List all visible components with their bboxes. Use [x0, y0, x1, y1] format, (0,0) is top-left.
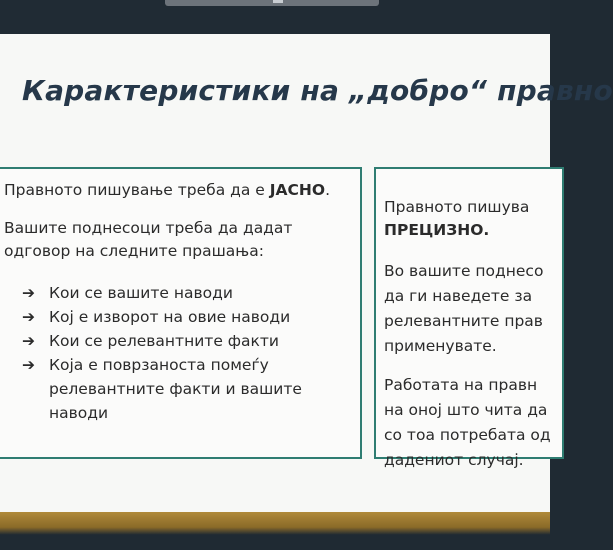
work-para-line3: со тоа потребата од — [384, 426, 551, 444]
precision-keyword: ПРЕЦИЗНО. — [384, 221, 490, 239]
arrow-icon: ➔ — [22, 284, 35, 302]
precision-line1: Правното пишува — [384, 198, 530, 216]
window-handle[interactable] — [165, 0, 379, 6]
questions-intro-line1: Вашите поднесоци треба да дадат — [4, 219, 293, 237]
arrow-icon: ➔ — [22, 332, 35, 350]
list-item-continuation: наводи — [49, 404, 109, 422]
arrow-icon: ➔ — [22, 356, 35, 374]
list-item-continuation: релевантните факти и вашите — [49, 380, 302, 398]
questions-list — [22, 281, 302, 425]
precision-para-line1: Во вашите поднесо — [384, 262, 544, 280]
handle-marker — [273, 0, 283, 3]
presentation-slide — [0, 34, 613, 512]
list-item: ➔ Кој е изворот на овие наводи — [22, 305, 302, 329]
list-item: ➔ Која е поврзаноста помеѓу — [22, 353, 302, 377]
top-bar — [0, 0, 550, 34]
clarity-prefix: Правното пишување треба да е — [4, 181, 270, 199]
slide-title: Карактеристики на „добро“ правно — [22, 74, 613, 107]
list-item: ➔ Кои се вашите наводи — [22, 281, 302, 305]
clarity-sentence — [4, 179, 330, 201]
bottom-bar — [0, 512, 550, 550]
list-item: ➔ Кои се релевантните факти — [22, 329, 302, 353]
arrow-icon: ➔ — [22, 308, 35, 326]
work-para-line4: дадениот случај. — [384, 451, 524, 469]
precision-para-line4: применувате. — [384, 337, 497, 355]
clarity-suffix: . — [325, 181, 330, 199]
precision-para-line2: да ги наведете за — [384, 287, 533, 305]
work-para-line2: на оној што чита да — [384, 401, 548, 419]
questions-intro-line2: одговор на следните прашања: — [4, 242, 264, 260]
clarity-keyword: ЈАСНО — [269, 181, 326, 199]
precision-para-line3: релевантните прав — [384, 312, 543, 330]
work-para-line1: Работата на правн — [384, 376, 538, 394]
